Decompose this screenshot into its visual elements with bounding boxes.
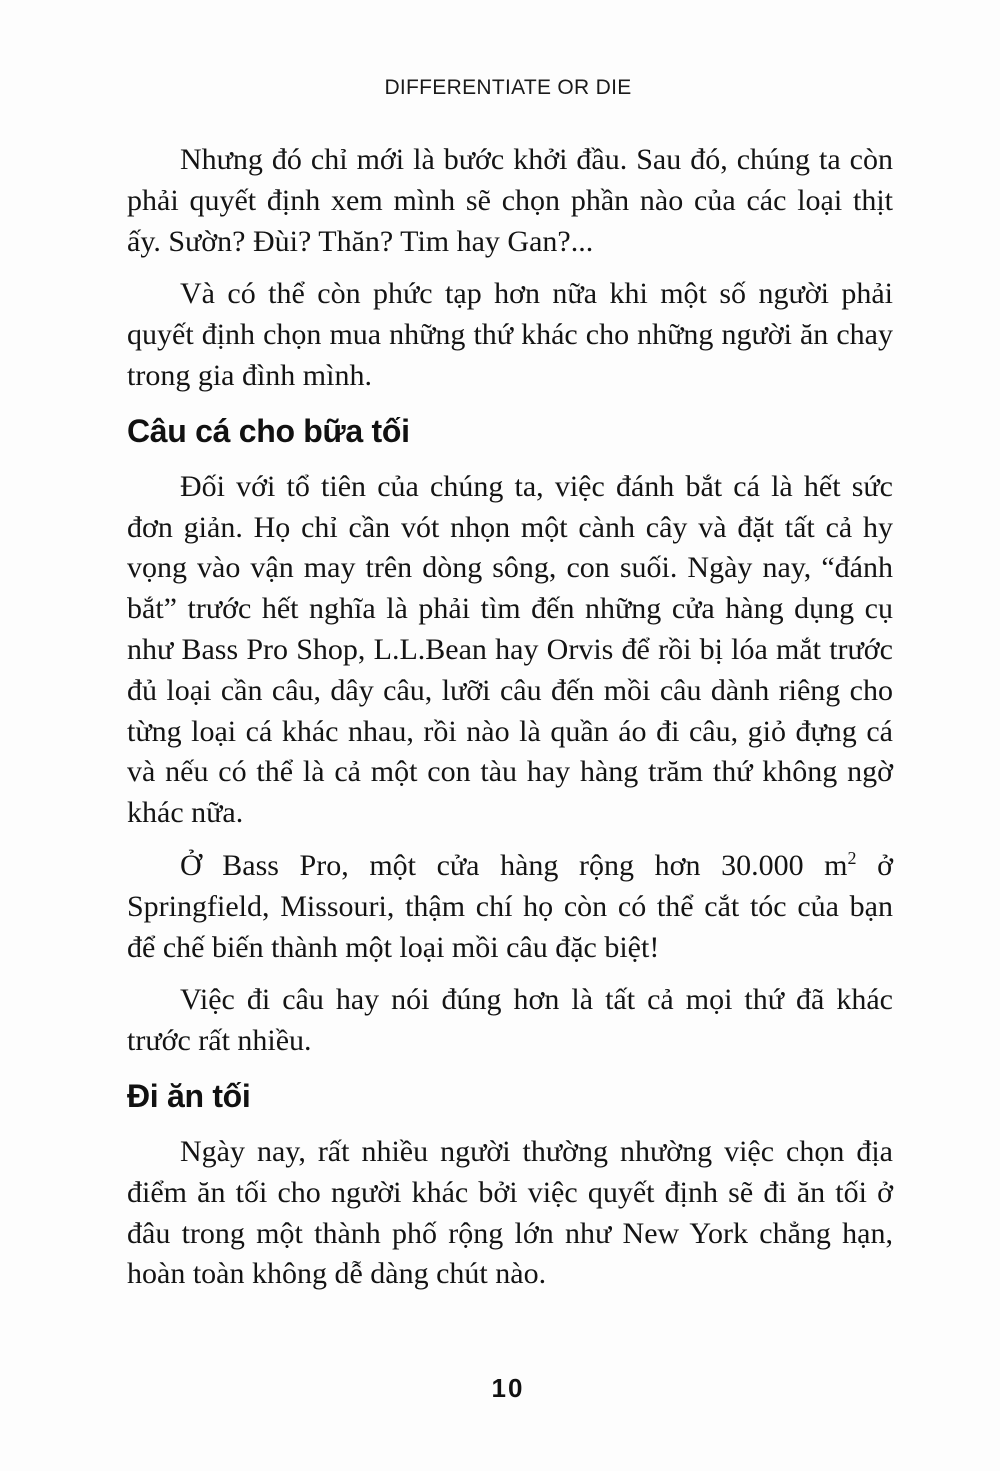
superscript: 2 bbox=[847, 847, 857, 868]
paragraph: Nhưng đó chỉ mới là bước khởi đầu. Sau đó, chúng ta còn phải quyết định xem mình sẽ chọn phần nào của các loại thịt ấy. Sườn? Đùi? Thăn? Tim hay Gan?... bbox=[127, 143, 893, 258]
paragraph: Việc đi câu hay nói đúng hơn là tất cả mọi thứ đã khác trước rất nhiều. bbox=[127, 983, 893, 1058]
body-text bbox=[127, 140, 893, 1307]
paragraph-bass-pro bbox=[127, 846, 893, 968]
paragraph: Đối với tổ tiên của chúng ta, việc đánh bắt cá là hết sức đơn giản. Họ chỉ cần vót nhọn một cành cây và đặt tất cả hy vọng vào vận may trên dòng sông, con suối. Ngày nay, “đánh bắt” trước hết nghĩa là phải tìm đến những cửa hàng dụng cụ như Bass Pro Shop, L.L.Bean hay Orvis để rồi bị lóa mắt trước đủ loại cần câu, dây câu, lưỡi câu đến mồi câu dành riêng cho từng loại cá khác nhau, rồi nào là quần áo đi câu, giỏ đựng cá và nếu có thể là cả một con tàu hay hàng trăm thứ không ngờ khác nữa. bbox=[127, 469, 893, 830]
section-heading: Câu cá cho bữa tối bbox=[127, 412, 410, 449]
paragraph: Và có thể còn phức tạp hơn nữa khi một số người phải quyết định chọn mua những thứ khác cho những người ăn chay trong gia đình mình. bbox=[127, 277, 893, 392]
page-number: 10 bbox=[491, 1373, 525, 1403]
paragraph-text: ở Springfield, Missouri, thậm chí họ còn có thể cắt tóc của bạn để chế biến thành một loại mồi câu đặc biệt! bbox=[127, 848, 893, 964]
section-heading: Đi ăn tối bbox=[127, 1077, 251, 1114]
paragraph: Ngày nay, rất nhiều người thường nhường việc chọn địa điểm ăn tối cho người khác bởi việc quyết định sẽ đi ăn tối ở đâu trong một thành phố rộng lớn như New York chẳng hạn, hoàn toàn không dễ dàng chút nào. bbox=[127, 1134, 893, 1291]
running-head: DIFFERENTIATE OR DIE bbox=[384, 76, 632, 99]
paragraph-text: Ở Bass Pro, một cửa hàng rộng hơn 30.000 m bbox=[180, 848, 848, 882]
